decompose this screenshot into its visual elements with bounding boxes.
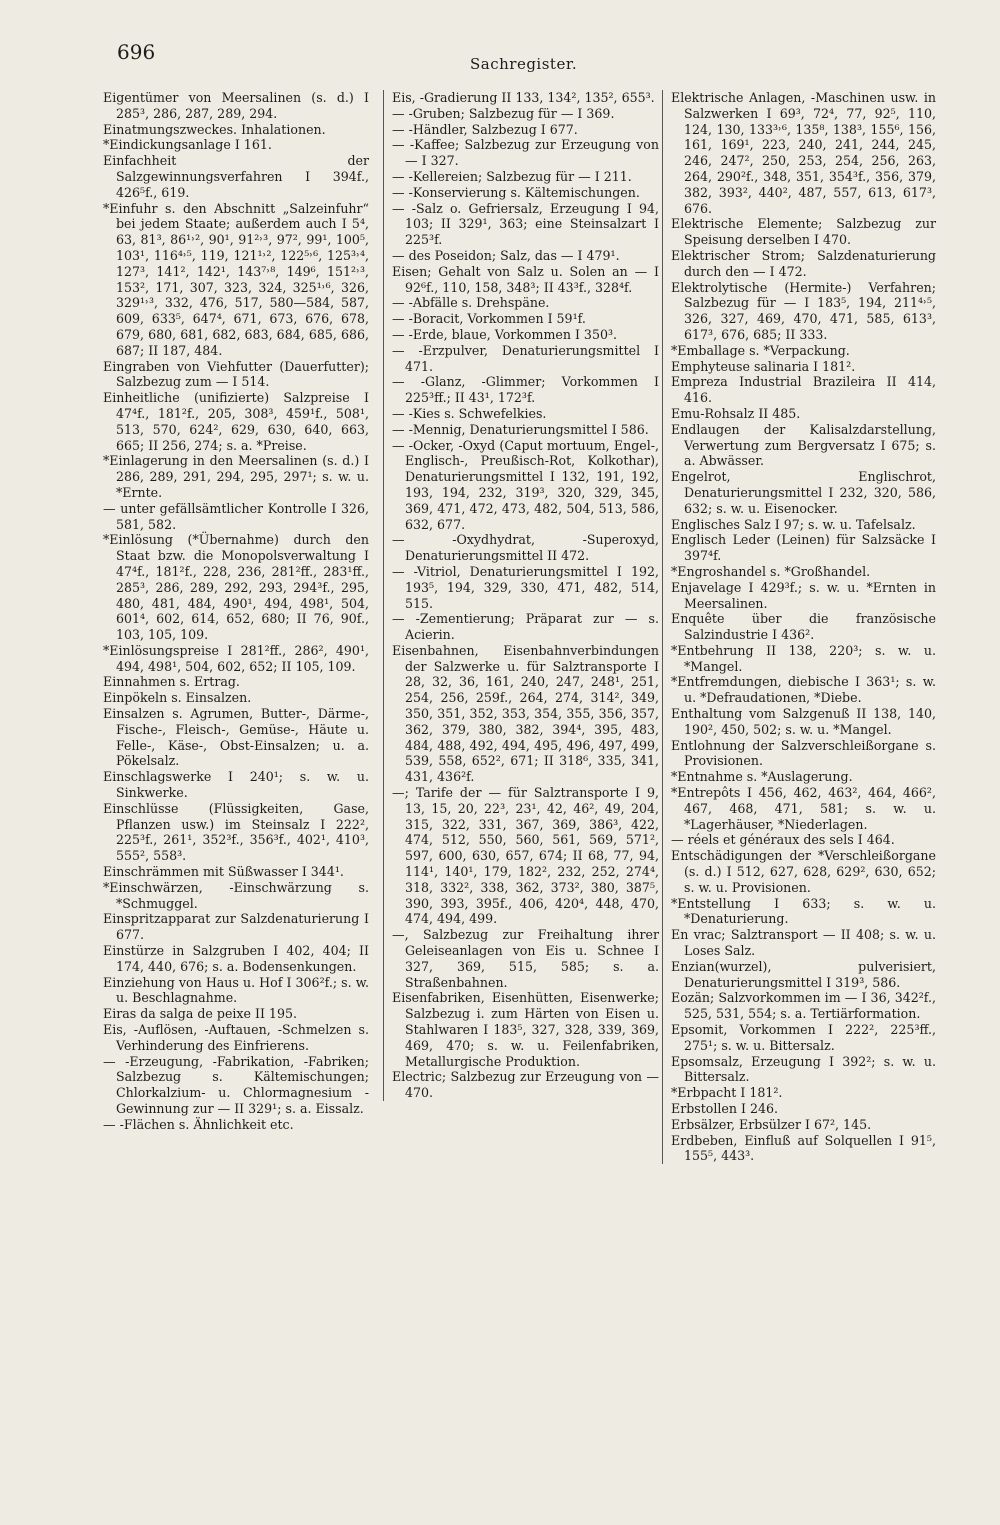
index-entry: Einheitliche (unifizierte) Salzpreise I 47⁴f., 181²f., 205, 308³, 459¹f., 508¹, 513, 570, 624², 629, 630, 640, 663, 665; II 256, 274; s. a. *Preise. xyxy=(103,390,369,453)
index-entry: Enthaltung vom Salzgenuß II 138, 140, 190², 450, 502; s. w. u. *Mangel. xyxy=(671,706,936,737)
index-entry: Enjavelage I 429³f.; s. w. u. *Ernten in Meersalinen. xyxy=(671,579,936,611)
index-entry: Elektrischer Strom; Salzdenaturierung durch den — I 472. xyxy=(671,247,936,279)
index-entry: Englisches Salz I 97; s. w. u. Tafelsalz. xyxy=(671,516,916,532)
index-entry: — -Kellereien; Salzbezug für — I 211. xyxy=(392,168,632,184)
index-entry: — -Zementierung; Präparat zur — s. Acierin. xyxy=(392,611,659,643)
index-entry: Engelrot, Englischrot, Denaturierungsmittel I 232, 320, 586, 632; s. w. u. Eisenocker. xyxy=(671,469,936,516)
index-entry: *Emballage s. *Verpackung. xyxy=(671,342,850,358)
index-entry: Eisenbahnen, Eisenbahnverbindungen der Salzwerke u. für Salztransporte I 28, 32, 36, 161, 240, 247, 248¹, 251, 254, 256, 259f., 264, 274, 314², 349, 350, 351, 352, 353, 354, 355, 356, 357, 362, 379, 380, 382, 394⁴, 395, 483, 484, 488, 492, 494, 495, 496, 497, 499, 539, 558, 652², 671; II 318⁶, 335, 341, 431, 436²f. xyxy=(392,642,659,785)
index-entry: *Engroshandel s. *Großhandel. xyxy=(671,563,871,579)
index-entry: Eiras da salga de peixe II 195. xyxy=(103,1006,297,1022)
running-head: Sachregister. xyxy=(470,55,578,73)
index-entry: Eisenfabriken, Eisenhütten, Eisenwerke; Salzbezug i. zum Härten von Eisen u. Stahlwaren I 183⁵, 327, 328, 339, 369, 469, 470; s. w. u. Feilenfabriken, Metallurgische Produktion. xyxy=(392,990,659,1069)
index-entry: Empreza Industrial Brazileira II 414, 416. xyxy=(671,374,936,406)
page-number: 696 xyxy=(117,40,156,64)
index-entry: Einfachheit der Salzgewinnungsverfahren I 394f., 426⁵f., 619. xyxy=(103,153,369,200)
index-entry: Einschrämmen mit Süßwasser I 344¹. xyxy=(103,864,344,880)
index-entry: Einziehung von Haus u. Hof I 306²f.; s. w. u. Beschlagnahme. xyxy=(103,974,369,1006)
index-entry: Entschädigungen der *Verschleißorgane (s. d.) I 512, 627, 628, 629², 630, 652; s. w. u. Provisionen. xyxy=(671,848,936,895)
index-entry: — -Konservierung s. Kältemischungen. xyxy=(392,184,640,200)
index-entry: Epsomit, Vorkommen I 222², 225³ff., 275¹; s. w. u. Bittersalz. xyxy=(671,1022,936,1053)
index-entry: — -Händler, Salzbezug I 677. xyxy=(392,121,578,137)
index-entry: Elektrische Elemente; Salzbezug zur Speisung derselben I 470. xyxy=(671,216,936,248)
index-entry: Einschlüsse (Flüssigkeiten, Gase, Pflanzen usw.) im Steinsalz I 222², 225³f., 261¹, 352³f., 356³f., 402¹, 410³, 555², 558³. xyxy=(103,800,369,864)
index-entry: —, Salzbezug zur Freihaltung ihrer Geleiseanlagen von Eis u. Schnee I 327, 369, 515, 585; s. a. Straßenbahnen. xyxy=(392,927,659,990)
index-entry: Einspritzapparat zur Salzdenaturierung I 677. xyxy=(103,911,369,943)
index-entry: Eingraben von Viehfutter (Dauerfutter); Salzbezug zum — I 514. xyxy=(103,358,369,390)
index-entry: — -Erzeugung, -Fabrikation, -Fabriken; Salzbezug s. Kältemischungen; Chlorkalzium- u. Chlormagnesium - Gewinnung zur — II 329¹; s. a. Eissalz. xyxy=(103,1053,369,1116)
index-entry: — -Oxydhydrat, -Superoxyd, Denaturierungsmittel II 472. xyxy=(392,532,659,564)
index-entry: Eozän; Salzvorkommen im — I 36, 342²f., 525, 531, 554; s. a. Tertiärformation. xyxy=(671,990,936,1022)
index-entry: Entlohnung der Salzverschleißorgane s. Provisionen. xyxy=(671,737,936,769)
index-entry: Epsomsalz, Erzeugung I 392²; s. w. u. Bittersalz. xyxy=(671,1053,936,1085)
index-entry: — -Ocker, -Oxyd (Caput mortuum, Engel-, Englisch-, Preußisch-Rot, Kolkothar), Denaturierungsmittel I 132, 191, 192, 193, 194, 232, 319³, 320, 329, 345, 369, 471, 472, 473, 482, 504, 513, 586, 632, 677. xyxy=(392,437,659,532)
index-entry: Einstürze in Salzgruben I 402, 404; II 174, 440, 676; s. a. Bodensenkungen. xyxy=(103,943,369,974)
index-entry: Elektrolytische (Hermite-) Verfahren; Salzbezug für — I 183⁵, 194, 211⁴˒⁵, 326, 327, 469, 470, 471, 585, 613³, 617³, 676, 685; II 333. xyxy=(671,279,936,342)
index-entry: — réels et généraux des sels I 464. xyxy=(671,832,895,848)
index-entry: — -Vitriol, Denaturierungsmittel I 192, 193⁵, 194, 329, 330, 471, 482, 514, 515. xyxy=(392,563,659,611)
index-entry: Eis, -Auflösen, -Auftauen, -Schmelzen s. Verhinderung des Einfrierens. xyxy=(103,1022,369,1053)
index-entry: Enquête über die französische Salzindustrie I 436². xyxy=(671,611,936,643)
index-entry: *Entstellung I 633; s. w. u. *Denaturierung. xyxy=(671,895,936,927)
index-entry: — -Abfälle s. Drehspäne. xyxy=(392,295,550,311)
index-entry: — -Glanz, -Glimmer; Vorkommen I 225³ff.; II 43¹, 172³f. xyxy=(392,374,659,406)
index-entry: *Einlösungspreise I 281²ff., 286², 490¹, 494, 498¹, 504, 602, 652; II 105, 109. xyxy=(103,642,369,674)
index-entry: — -Erde, blaue, Vorkommen I 350³. xyxy=(392,326,618,342)
index-entry: — -Boracit, Vorkommen I 59¹f. xyxy=(392,311,586,327)
index-entry: Einpökeln s. Einsalzen. xyxy=(103,690,252,706)
index-entry: — unter gefällsämtlicher Kontrolle I 326, 581, 582. xyxy=(103,500,369,532)
index-entry: Einschlagswerke I 240¹; s. w. u. Sinkwerke. xyxy=(103,769,369,801)
index-entry: Electric; Salzbezug zur Erzeugung von — 470. xyxy=(392,1069,659,1101)
index-entry: *Entfremdungen, diebische I 363¹; s. w. u. *Defraudationen, *Diebe. xyxy=(671,674,936,706)
index-entry: Elektrische Anlagen, -Maschinen usw. in Salzwerken I 69³, 72⁴, 77, 92⁵, 110, 124, 130, 133³˒⁶, 135⁸, 138³, 155⁶, 156, 161, 169¹, 223, 240, 241, 244, 245, 246, 247², 250, 253, 254, 256, 263, 264, 290²f., 348, 351, 354³f., 356, 379, 382, 393², 440², 487, 557, 613, 617³, 676. xyxy=(671,90,936,216)
index-entry: Einatmungszweckes. Inhalationen. xyxy=(103,121,326,137)
index-entry: *Einfuhr s. den Abschnitt „Salzeinfuhr“ bei jedem Staate; außerdem auch I 5⁴, 63, 81³, 86¹˒², 90¹, 91²˒³, 97², 99¹, 100⁵, 103¹, 116⁴˒⁵, 119, 121¹˒², 122⁵˒⁶, 125³˒⁴, 127³, 141², 142¹, 143⁷˒⁸, 149⁶, 151²˒³, 153², 171, 307, 323, 324, 325¹˒⁶, 326, 329¹˒³, 332, 476, 517, 580—584, 587, 609, 633⁵, 647⁴, 671, 673, 676, 678, 679, 680, 681, 682, 683, 684, 685, 686, 687; II 187, 484. xyxy=(103,200,369,358)
index-entry: Erdbeben, Einfluß auf Solquellen I 91⁵, 155⁵, 443³. xyxy=(671,1132,936,1164)
index-entry: — -Flächen s. Ähnlichkeit etc. xyxy=(103,1116,294,1132)
index-entry: — -Gruben; Salzbezug für — I 369. xyxy=(392,105,615,121)
index-entry: — -Kaffee; Salzbezug zur Erzeugung von — I 327. xyxy=(392,137,659,169)
index-entry: *Eindickungsanlage I 161. xyxy=(103,137,272,153)
index-entry: *Einlagerung in den Meersalinen (s. d.) I 286, 289, 291, 294, 295, 297¹; s. w. u. *Ernte. xyxy=(103,453,369,500)
index-entry: *Einlösung (*Übernahme) durch den Staat bzw. die Monopolsverwaltung I 47⁴f., 181²f., 228, 236, 281²ff., 283¹ff., 285³, 286, 289, 292, 293, 294³f., 295, 480, 481, 484, 490¹, 494, 498¹, 504, 601⁴, 602, 614, 652, 680; II 76, 90f., 103, 105, 109. xyxy=(103,532,369,643)
index-entry: En vrac; Salztransport — II 408; s. w. u. Loses Salz. xyxy=(671,927,936,959)
index-column-3 xyxy=(662,90,936,1164)
index-entry: *Erbpacht I 181². xyxy=(671,1085,783,1101)
index-entry: Erbstollen I 246. xyxy=(671,1101,779,1116)
index-entry: — des Poseidon; Salz, das — I 479¹. xyxy=(392,247,620,263)
index-entry: Erbsälzer, Erbsülzer I 67², 145. xyxy=(671,1116,872,1132)
index-entry: *Entrepôts I 456, 462, 463², 464, 466², 467, 468, 471, 581; s. w. u. *Lagerhäuser, *Niederlagen. xyxy=(671,785,936,832)
index-entry: Emu-Rohsalz II 485. xyxy=(671,405,801,421)
index-column-1 xyxy=(103,90,369,1133)
index-entry: *Entnahme s. *Auslagerung. xyxy=(671,769,853,785)
index-entry: *Einschwärzen, -Einschwärzung s. *Schmuggel. xyxy=(103,879,369,911)
index-entry: — -Erzpulver, Denaturierungsmittel I 471. xyxy=(392,342,659,374)
index-entry: Endlaugen der Kalisalzdarstellung, Verwertung zum Bergversatz I 675; s. a. Abwässer. xyxy=(671,421,936,469)
index-entry: Emphyteuse salinaria I 181². xyxy=(671,358,856,374)
index-column-2 xyxy=(383,90,659,1101)
index-entry: Enzian(wurzel), pulverisiert, Denaturierungsmittel I 319³, 586. xyxy=(671,958,936,990)
index-entry: Englisch Leder (Leinen) für Salzsäcke I 397⁴f. xyxy=(671,532,936,564)
index-entry: Eis, -Gradierung II 133, 134², 135², 655³. xyxy=(392,90,655,105)
index-entry: Eigentümer von Meersalinen (s. d.) I 285³, 286, 287, 289, 294. xyxy=(103,90,369,121)
index-entry: —; Tarife der — für Salztransporte I 9, 13, 15, 20, 22³, 23¹, 42, 46², 49, 204, 315, 322, 331, 367, 369, 386³, 422, 474, 512, 550, 560, 561, 569, 571², 597, 600, 630, 657, 674; II 68, 77, 94, 114¹, 140¹, 179, 182², 232, 252, 274⁴, 318, 332², 338, 362, 373², 380, 387⁵, 390, 393, 395f., 406, 420⁴, 448, 470, 474, 494, 499. xyxy=(392,785,659,927)
index-entry: — -Salz o. Gefriersalz, Erzeugung I 94, 103; II 329¹, 363; eine Steinsalzart I 225³f. xyxy=(392,200,659,248)
index-entry: *Entbehrung II 138, 220³; s. w. u. *Mangel. xyxy=(671,642,936,674)
index-entry: Einnahmen s. Ertrag. xyxy=(103,674,240,690)
index-entry: — -Mennig, Denaturierungsmittel I 586. xyxy=(392,421,649,437)
index-entry: Eisen; Gehalt von Salz u. Solen an — I 92⁶f., 110, 158, 348³; II 43³f., 328⁴f. xyxy=(392,263,659,295)
index-entry: Einsalzen s. Agrumen, Butter-, Därme-, Fische-, Fleisch-, Gemüse-, Häute u. Felle-, Käse-, Obst-Einsalzen; u. a. Pökelsalz. xyxy=(103,706,369,769)
index-entry: — -Kies s. Schwefelkies. xyxy=(392,405,547,421)
